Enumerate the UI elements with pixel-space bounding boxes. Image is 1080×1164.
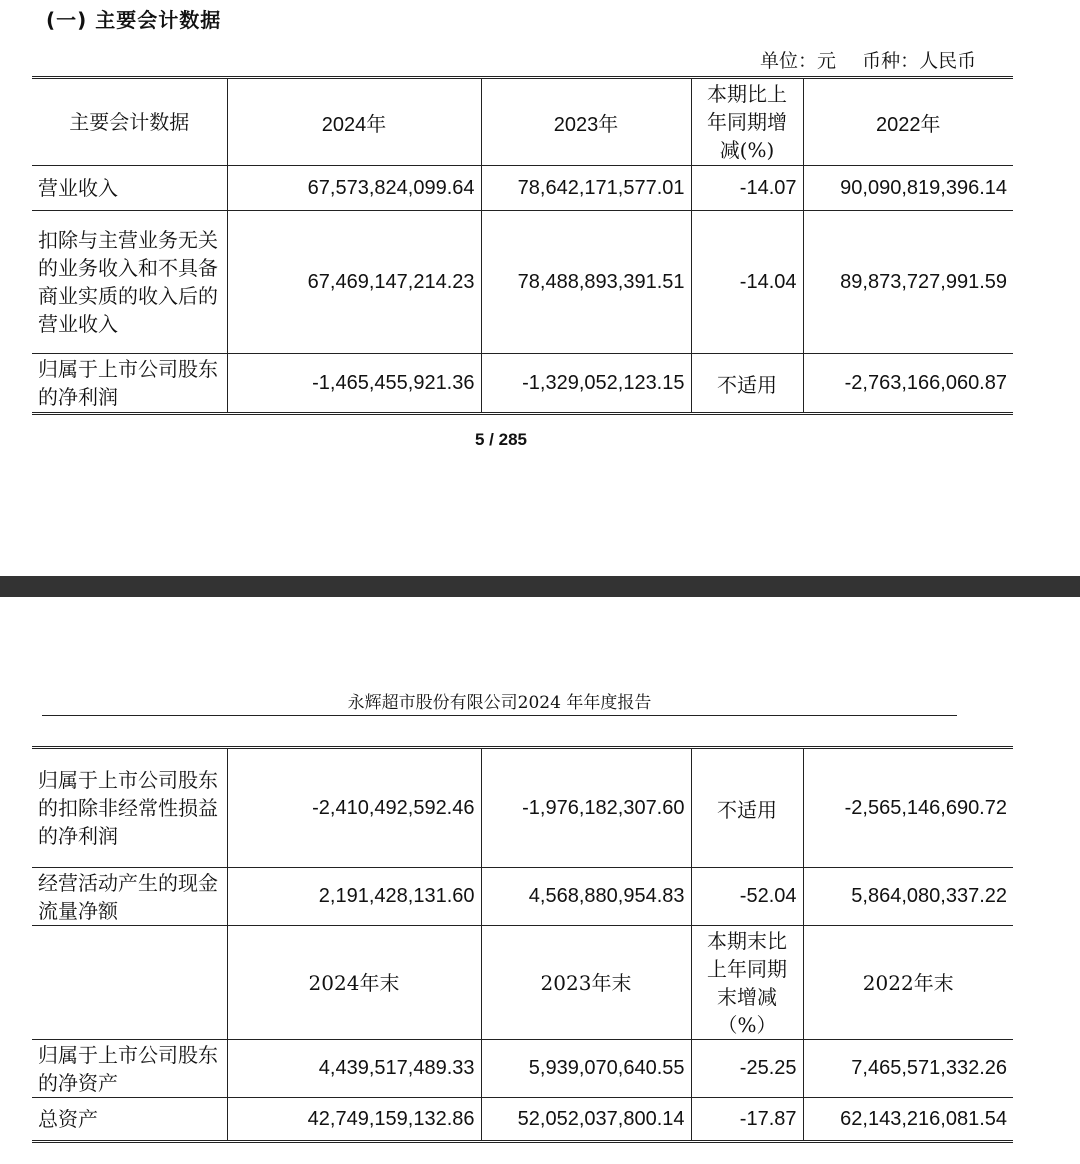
value-2022: 7,465,571,332.26	[803, 1040, 1013, 1098]
table-row	[32, 868, 1013, 926]
table-row	[32, 354, 1013, 414]
value-2023: -1,976,182,307.60	[481, 748, 691, 868]
subheader-item	[32, 926, 227, 1040]
table-row	[32, 748, 1013, 868]
row-label: 归属于上市公司股东的净资产	[32, 1040, 227, 1098]
subheader-2022: 2022年末	[803, 926, 1013, 1040]
report-header: 永辉超市股份有限公司2024 年年度报告	[42, 688, 957, 716]
value-change: -14.04	[691, 211, 803, 354]
value-2023: 78,488,893,391.51	[481, 211, 691, 354]
header-2024: 2024年	[227, 78, 481, 166]
value-2022: -2,565,146,690.72	[803, 748, 1013, 868]
value-2024: 2,191,428,131.60	[227, 868, 481, 926]
value-2023: 52,052,037,800.14	[481, 1098, 691, 1142]
value-2024: 67,469,147,214.23	[227, 211, 481, 354]
page-divider	[0, 576, 1080, 597]
row-label: 营业收入	[32, 166, 227, 211]
accounting-data-table-2	[32, 746, 1013, 1143]
value-2024: -2,410,492,592.46	[227, 748, 481, 868]
value-2022: -2,763,166,060.87	[803, 354, 1013, 414]
row-label: 总资产	[32, 1098, 227, 1142]
value-2023: 4,568,880,954.83	[481, 868, 691, 926]
subheader-2024: 2024年末	[227, 926, 481, 1040]
subheader-change: 本期末比上年同期末增减（%）	[691, 926, 803, 1040]
value-2023: 5,939,070,640.55	[481, 1040, 691, 1098]
value-2024: -1,465,455,921.36	[227, 354, 481, 414]
header-2023: 2023年	[481, 78, 691, 166]
value-2024: 4,439,517,489.33	[227, 1040, 481, 1098]
currency-label: 币种：人民币	[862, 50, 977, 72]
value-2023: -1,329,052,123.15	[481, 354, 691, 414]
header-change: 本期比上年同期增减(%)	[691, 78, 803, 166]
row-label: 归属于上市公司股东的扣除非经常性损益的净利润	[32, 748, 227, 868]
table-subheader-row	[32, 926, 1013, 1040]
table-header-row	[32, 78, 1013, 166]
value-2024: 67,573,824,099.64	[227, 166, 481, 211]
value-change: -52.04	[691, 868, 803, 926]
value-change: 不适用	[691, 748, 803, 868]
value-2022: 89,873,727,991.59	[803, 211, 1013, 354]
value-change: -17.87	[691, 1098, 803, 1142]
value-2022: 90,090,819,396.14	[803, 166, 1013, 211]
value-change: -14.07	[691, 166, 803, 211]
row-label: 归属于上市公司股东的净利润	[32, 354, 227, 414]
row-label: 经营活动产生的现金流量净额	[32, 868, 227, 926]
row-label: 扣除与主营业务无关的业务收入和不具备商业实质的收入后的营业收入	[32, 211, 227, 354]
page-number: 5 / 285	[475, 430, 527, 449]
header-2022: 2022年	[803, 78, 1013, 166]
accounting-data-table-1	[32, 76, 1013, 415]
unit-line	[760, 46, 976, 73]
subheader-2023: 2023年末	[481, 926, 691, 1040]
value-2022: 5,864,080,337.22	[803, 868, 1013, 926]
header-item: 主要会计数据	[32, 78, 227, 166]
value-change: -25.25	[691, 1040, 803, 1098]
table-row	[32, 1040, 1013, 1098]
table-row	[32, 211, 1013, 354]
table-row	[32, 166, 1013, 211]
value-2024: 42,749,159,132.86	[227, 1098, 481, 1142]
section-title: (一) 主要会计数据	[46, 8, 222, 32]
value-change: 不适用	[691, 354, 803, 414]
unit-label: 单位：元	[760, 50, 837, 72]
value-2023: 78,642,171,577.01	[481, 166, 691, 211]
value-2022: 62,143,216,081.54	[803, 1098, 1013, 1142]
table-row	[32, 1098, 1013, 1142]
